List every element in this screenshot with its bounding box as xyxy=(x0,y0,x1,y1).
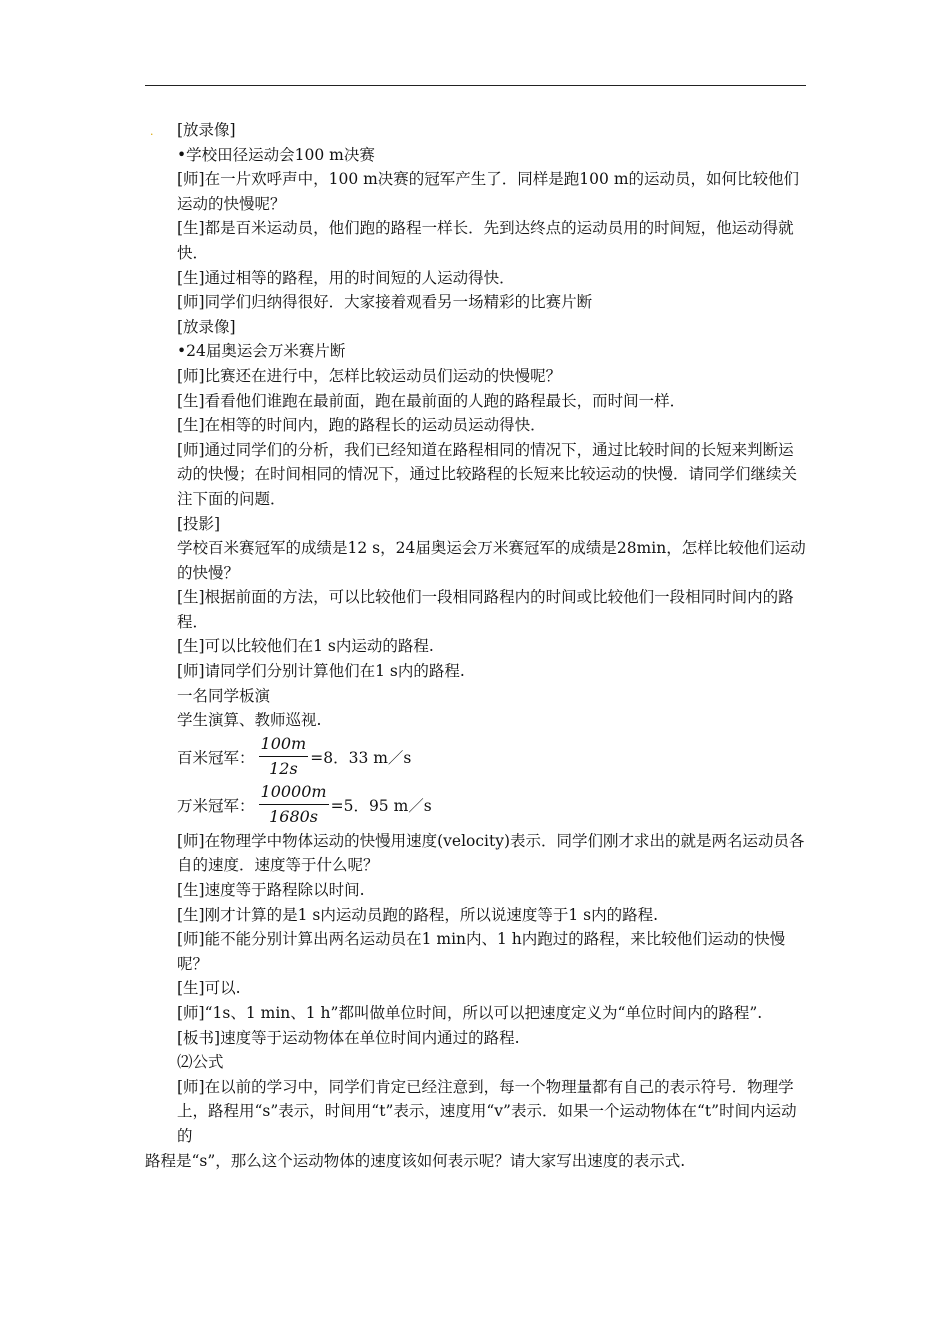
document-body xyxy=(145,118,806,1173)
paragraph: [生]通过相等的路程，用的时间短的人运动得快． xyxy=(177,268,515,287)
paragraph: [生]可以. xyxy=(177,979,241,998)
paragraph: [师]“1s、1 min、1 h”都叫做单位时间，所以可以把速度定义为“单位时间内的路程”. xyxy=(177,1004,763,1022)
formula-label: 万米冠军： xyxy=(177,796,255,815)
paragraph: 学生演算、教师巡视. xyxy=(177,711,322,730)
paragraph: •学校田径运动会100 m决赛 xyxy=(177,145,375,164)
fraction xyxy=(259,782,329,827)
paragraph: [师]同学们归纳得很好．大家接着观看另一场精彩的比赛片断 xyxy=(177,293,593,312)
fraction xyxy=(259,734,309,779)
paragraph: [生]刚才计算的是1 s内运动员跑的路程，所以说速度等于1 s内的路程. xyxy=(177,905,659,924)
formula-100m xyxy=(145,733,806,781)
paragraph: [投影] xyxy=(177,514,221,533)
paragraph: [生]可以比较他们在1 s内运动的路程. xyxy=(177,637,434,656)
formula-10000m xyxy=(145,781,806,829)
paragraph: [师]比赛还在进行中，怎样比较运动员们运动的快慢呢？ xyxy=(177,366,562,385)
paragraph: •24届奥运会万米赛片断 xyxy=(177,342,346,361)
paragraph: [放录像] xyxy=(177,121,236,139)
paragraph: 一名同学板演 xyxy=(177,686,271,705)
paragraph: [放录像] xyxy=(177,317,236,336)
paragraph: [生]速度等于路程除以时间. xyxy=(177,881,365,900)
paragraph: ⑵公式 xyxy=(177,1053,224,1072)
formula-result: =5．95 m／s xyxy=(330,796,432,815)
fraction-denominator: 12s xyxy=(269,759,298,779)
paragraph: [师]在一片欢呼声中，100 m决赛的冠军产生了．同样是跑100 m的运动员，如何比较他们运动的快慢呢？ xyxy=(177,170,800,213)
paragraph: [师]能不能分别计算出两名运动员在1 min内、1 h内跑过的路程，来比较他们运动的快慢呢？ xyxy=(177,930,786,973)
paragraph: [生]看看他们谁跑在最前面，跑在最前面的人跑的路程最长，而时间一样． xyxy=(177,391,686,410)
formula-result: =8．33 m／s xyxy=(310,748,412,767)
paragraph: [师]在物理学中物体运动的快慢用速度(velocity)表示．同学们刚才求出的就是两名运动员各自的速度．速度等于什么呢？ xyxy=(177,831,805,875)
fraction-numerator: 10000m xyxy=(260,782,327,802)
paragraph: [师]在以前的学习中，同学们肯定已经注意到，每一个物理量都有自己的表示符号．物理学上，路程用“s”表示，时间用“t”表示，速度用“v”表示．如果一个运动物体在“t”时间内运动的 xyxy=(177,1077,797,1145)
paragraph: [生]在相等的时间内，跑的路程长的运动员运动得快． xyxy=(177,416,546,435)
paragraph: [生]都是百米运动员，他们跑的路程一样长．先到达终点的运动员用的时间短，他运动得就快． xyxy=(177,219,794,262)
decorative-dot: · xyxy=(150,128,154,141)
paragraph: 学校百米赛冠军的成绩是12 s，24届奥运会万米赛冠军的成绩是28min，怎样比较他们运动的快慢？ xyxy=(177,539,806,582)
paragraph: [师]请同学们分别计算他们在1 s内的路程. xyxy=(177,662,465,681)
fraction-denominator: 1680s xyxy=(269,807,319,827)
paragraph: [生]根据前面的方法，可以比较他们一段相同路程内的时间或比较他们一段相同时间内的路程． xyxy=(177,588,794,631)
header-rule xyxy=(145,85,806,86)
paragraph: [板书]速度等于运动物体在单位时间内通过的路程. xyxy=(177,1028,520,1047)
paragraph: 路程是“s”，那么这个运动物体的速度该如何表示呢？请大家写出速度的表示式. xyxy=(145,1151,686,1170)
paragraph: [师]通过同学们的分析，我们已经知道在路程相同的情况下，通过比较时间的长短来判断运动的快慢；在时间相同的情况下，通过比较路程的长短来比较运动的快慢．请同学们继续关注下面的问题． xyxy=(177,440,798,508)
formula-label: 百米冠军： xyxy=(177,748,255,767)
fraction-numerator: 100m xyxy=(260,734,307,754)
